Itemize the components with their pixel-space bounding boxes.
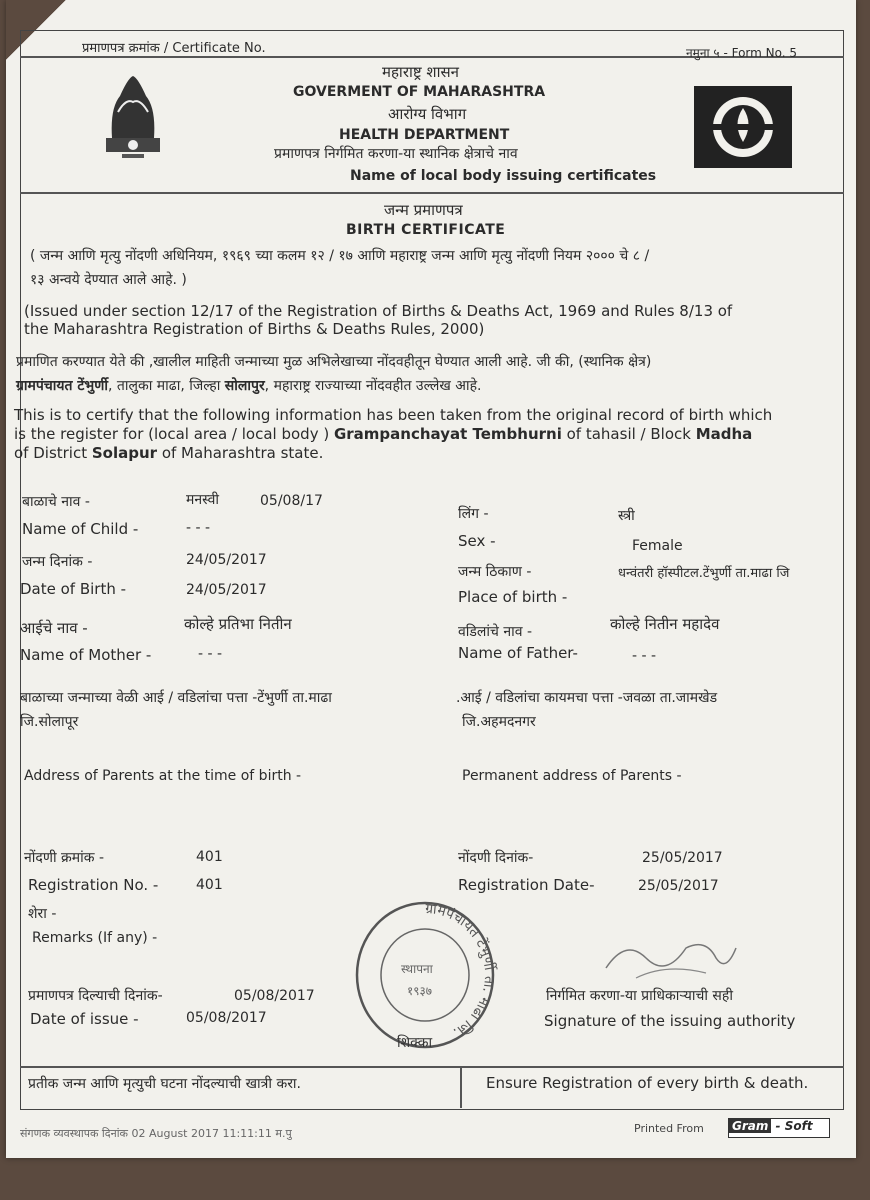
dob-english-label: Date of Birth - (20, 580, 127, 598)
footer-note-english: Ensure Registration of every birth & death. (486, 1074, 809, 1092)
dob-marathi-value: 24/05/2017 (186, 552, 267, 568)
permanent-address-marathi-line-2: जि.अहमदनगर (462, 714, 536, 730)
certify-english-line-1: This is to certify that the following information has been taken from the original record of birth which (14, 406, 773, 424)
header-rule-bottom (20, 192, 844, 194)
child-name-marathi-label: बाळाचे नाव - (22, 494, 90, 510)
intro-english-line-1: (Issued under section 12/17 of the Registration of Births & Deaths Act, 1969 and Rules 8/13 of (24, 302, 733, 320)
printed-by-line: संगणक व्यवस्थापक दिनांक 02 August 2017 11:11:11 म.पु (20, 1127, 292, 1140)
mother-name-english-label: Name of Mother - (20, 646, 152, 664)
seal-center-year: १९३७ (407, 984, 432, 998)
certify-marathi-line-2: ग्रामपंचायत टेंभुर्णी, तालुका माढा, जिल्हा सोलापुर, महाराष्ट्र राज्याच्या नोंदवहीत उल्लेख आहे. (16, 378, 482, 394)
title-english: BIRTH CERTIFICATE (346, 222, 506, 238)
child-name-english-value: - - - (186, 520, 211, 536)
footer-divider (460, 1068, 462, 1108)
dob-english-value: 24/05/2017 (186, 582, 267, 598)
child-name-marathi-value: मनस्वी (186, 492, 219, 508)
registration-date-english-label: Registration Date- (458, 876, 595, 894)
dob-marathi-label: जन्म दिनांक - (22, 554, 93, 570)
dept-title-english: HEALTH DEPARTMENT (339, 127, 510, 143)
gov-title-marathi: महाराष्ट्र शासन (382, 63, 459, 81)
mother-name-marathi-label: आईचे नाव - (20, 619, 88, 637)
issue-date-english-label: Date of issue - (30, 1010, 139, 1028)
dept-title-marathi: आरोग्य विभाग (388, 105, 467, 123)
certificate-paper (6, 0, 856, 1158)
seal-center-word: स्थापना (401, 962, 433, 976)
issue-date-marathi-value: 05/08/2017 (234, 988, 315, 1004)
gram-soft-logo: Gram - Soft (728, 1118, 830, 1138)
seal-bottom-word: शिक्का (397, 1035, 433, 1051)
footer-note-marathi: प्रतीक जन्म आणि मृत्युची घटना नोंदल्याची खात्री करा. (28, 1076, 302, 1092)
father-name-english-label: Name of Father- (458, 644, 578, 662)
sex-english-label: Sex - (458, 532, 496, 550)
registration-date-marathi-value: 25/05/2017 (642, 850, 723, 866)
certify-marathi-line-1: प्रमाणित करण्यात येते की ,खालील माहिती जन्माच्या मुळ अभिलेखाच्या नोंदवहीतून घेण्यात आली आहे. जी की, (स्थानिक क्षेत्र) (16, 354, 652, 370)
father-name-marathi-value: कोल्हे नितीन महादेव (610, 615, 720, 633)
registration-number-english-value: 401 (196, 877, 223, 893)
remarks-english-label: Remarks (If any) - (32, 930, 158, 946)
permanent-address-marathi-line-1: .आई / वडिलांचा कायमचा पत्ता -जवळा ता.जामखेड (456, 690, 718, 706)
sex-english-value: Female (632, 538, 683, 554)
remarks-marathi-label: शेरा - (28, 906, 57, 922)
place-of-birth-marathi-label: जन्म ठिकाण - (458, 564, 532, 580)
intro-marathi-line-1: ( जन्म आणि मृत्यु नोंदणी अधिनियम, १९६९ च्या कलम १२ / १७ आणि महाराष्ट्र जन्म आणि मृत्यु नोंदणी नियम २००० चे ८ / (30, 248, 650, 264)
title-marathi: जन्म प्रमाणपत्र (384, 201, 463, 219)
footer-rule (20, 1066, 844, 1068)
registration-date-english-value: 25/05/2017 (638, 878, 719, 894)
sex-marathi-label: लिंग - (458, 506, 489, 522)
local-body-label-english: Name of local body issuing certificates (350, 168, 657, 184)
ashoka-emblem-icon (98, 68, 168, 160)
official-seal-stamp (351, 895, 499, 1053)
registration-number-marathi-label: नोंदणी क्रमांक - (24, 850, 105, 866)
mother-name-english-value: - - - (198, 646, 223, 662)
father-name-marathi-label: वडिलांचे नाव - (458, 624, 533, 640)
intro-english-line-2: the Maharashtra Registration of Births & Deaths Rules, 2000) (24, 320, 485, 338)
issue-date-marathi-label: प्रमाणपत्र दिल्याची दिनांक- (28, 988, 163, 1004)
seal-ring-text: ग्रामपंचायत टेंभुर्णी ता. माढा जि. (424, 900, 498, 1041)
sex-marathi-value: स्त्री (618, 508, 635, 524)
intro-marathi-line-2: १३ अन्वये देण्यात आले आहे. ) (30, 272, 187, 288)
father-name-english-value: - - - (632, 648, 657, 664)
certify-english-line-2: is the register for (local area / local body ) Grampanchayat Tembhurni of tahasil / Block Madha (14, 425, 753, 443)
printed-from-label: Printed From (634, 1122, 704, 1135)
gov-title-english: GOVERMENT OF MAHARASHTRA (293, 84, 546, 100)
child-name-english-label: Name of Child - (22, 520, 139, 538)
registration-number-english-label: Registration No. - (28, 876, 159, 894)
form-number: नमुना ५ - Form No. 5 (686, 46, 798, 60)
health-department-logo-icon (694, 86, 792, 168)
signature-label-marathi: निर्गमित करणा-या प्राधिकाऱ्याची सही (546, 988, 733, 1004)
certificate-number-label: प्रमाणपत्र क्रमांक / Certificate No. (82, 41, 266, 56)
certify-english-line-3: of District Solapur of Maharashtra state. (14, 444, 324, 462)
issue-date-english-value: 05/08/2017 (186, 1010, 267, 1026)
signature-scribble (596, 928, 746, 988)
place-of-birth-english-label: Place of birth - (458, 588, 568, 606)
local-body-label-marathi: प्रमाणपत्र निर्गमित करणा-या स्थानिक क्षेत्राचे नाव (274, 146, 518, 162)
signature-label-english: Signature of the issuing authority (544, 1012, 796, 1030)
registration-number-marathi-value: 401 (196, 849, 223, 865)
place-of-birth-marathi-value: धन्वंतरी हॉस्पीटल.टेंभुर्णी ता.माढा जि (618, 566, 790, 581)
permanent-address-english-label: Permanent address of Parents - (462, 768, 682, 784)
mother-name-marathi-value: कोल्हे प्रतिभा नितीन (184, 615, 292, 633)
child-name-date: 05/08/17 (260, 493, 323, 509)
birth-address-marathi-line-2: जि.सोलापूर (20, 714, 79, 730)
registration-date-marathi-label: नोंदणी दिनांक- (458, 850, 534, 866)
birth-address-marathi-line-1: बाळाच्या जन्माच्या वेळी आई / वडिलांचा पत्ता -टेंभुर्णी ता.माढा (20, 690, 332, 706)
birth-address-english-label: Address of Parents at the time of birth - (24, 768, 302, 784)
